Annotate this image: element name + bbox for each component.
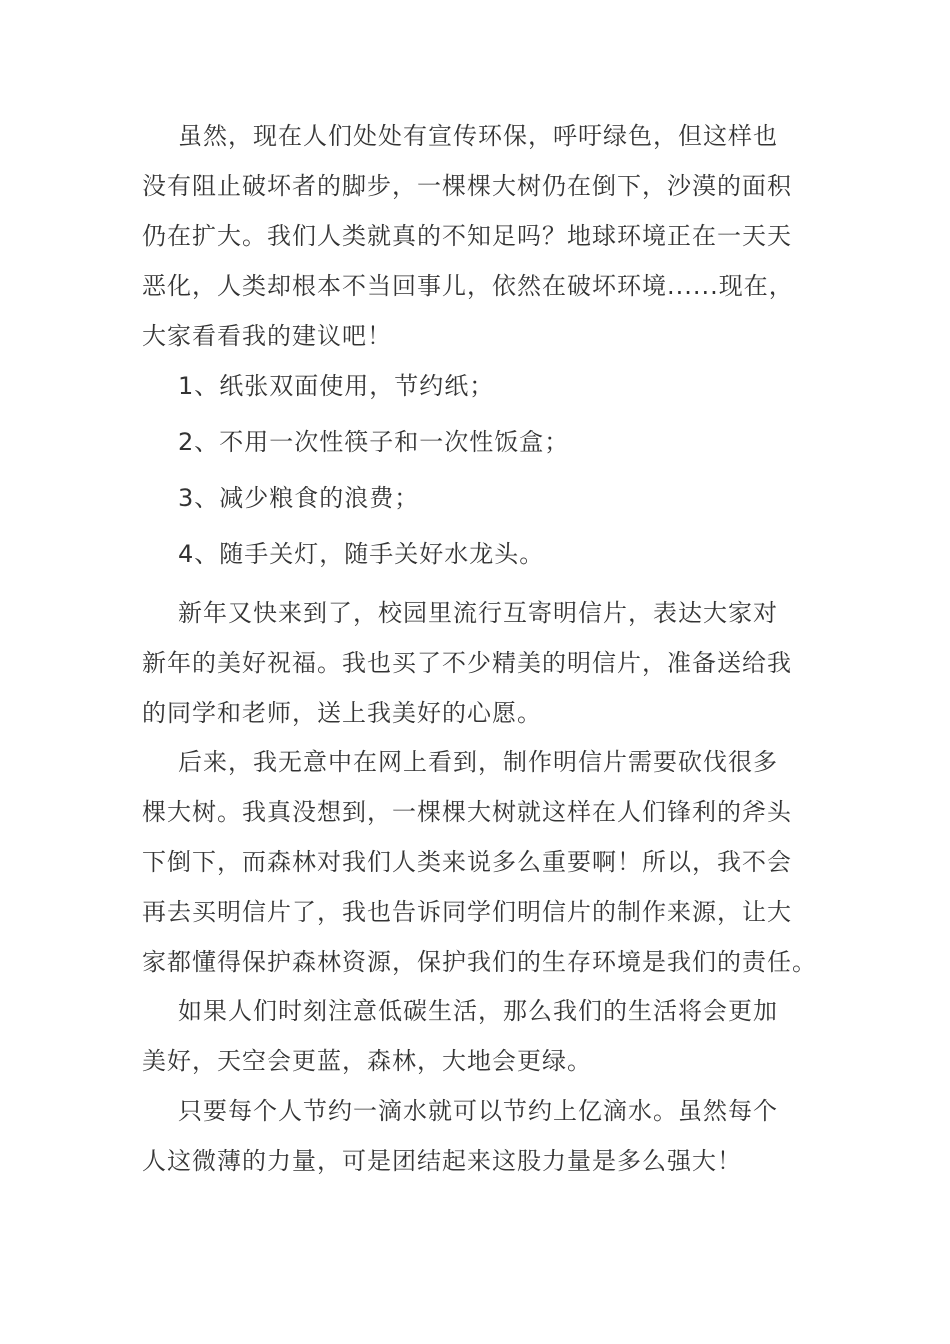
list-item: 2、不用一次性筷子和一次性饭盒；: [178, 428, 570, 456]
text-line: 只要每个人节约一滴水就可以节约上亿滴水。虽然每个: [178, 1097, 778, 1125]
list-item: 4、随手关灯，随手关好水龙头。: [178, 540, 545, 568]
paragraph-forest: [142, 737, 832, 987]
text-line: 大家看看我的建议吧！: [142, 322, 392, 350]
paragraph: [142, 737, 832, 987]
text-line: 家都懂得保护森林资源，保护我们的生存环境是我们的责任。: [142, 948, 817, 976]
paragraph-save-water: [142, 1086, 832, 1186]
text-line: 后来，我无意中在网上看到，制作明信片需要砍伐很多: [178, 748, 778, 776]
text-line: 下倒下，而森林对我们人类来说多么重要啊！所以，我不会: [142, 848, 792, 876]
suggestion-list: [142, 361, 832, 579]
list-item: 3、减少粮食的浪费；: [178, 484, 420, 512]
paragraph: [142, 588, 832, 738]
paragraph: [142, 986, 832, 1086]
paragraph: [142, 111, 832, 361]
paragraph-environment-intro: [142, 111, 832, 361]
paragraph-postcards: [142, 588, 832, 738]
text-line: 恶化，人类却根本不当回事儿，依然在破坏环境......现在，: [142, 272, 794, 300]
text-line: 如果人们时刻注意低碳生活，那么我们的生活将会更加: [178, 997, 778, 1025]
text-line: 人这微薄的力量，可是团结起来这股力量是多么强大！: [142, 1147, 742, 1175]
text-line: 没有阻止破坏者的脚步，一棵棵大树仍在倒下，沙漠的面积: [142, 172, 792, 200]
text-line: 新年又快来到了，校园里流行互寄明信片，表达大家对: [178, 599, 778, 627]
text-line: 再去买明信片了，我也告诉同学们明信片的制作来源，让大: [142, 898, 792, 926]
text-line: 棵大树。我真没想到，一棵棵大树就这样在人们锋利的斧头: [142, 798, 792, 826]
text-line: 的同学和老师，送上我美好的心愿。: [142, 699, 542, 727]
text-line: 美好，天空会更蓝，森林，大地会更绿。: [142, 1047, 592, 1075]
text-line: 虽然，现在人们处处有宣传环保，呼吁绿色，但这样也: [178, 122, 778, 150]
text-line: 仍在扩大。我们人类就真的不知足吗？地球环境正在一天天: [142, 222, 792, 250]
list-item: 1、纸张双面使用，节约纸；: [178, 372, 495, 400]
text-line: 新年的美好祝福。我也买了不少精美的明信片，准备送给我: [142, 649, 792, 677]
paragraph: [142, 1086, 832, 1186]
paragraph-low-carbon: [142, 986, 832, 1086]
